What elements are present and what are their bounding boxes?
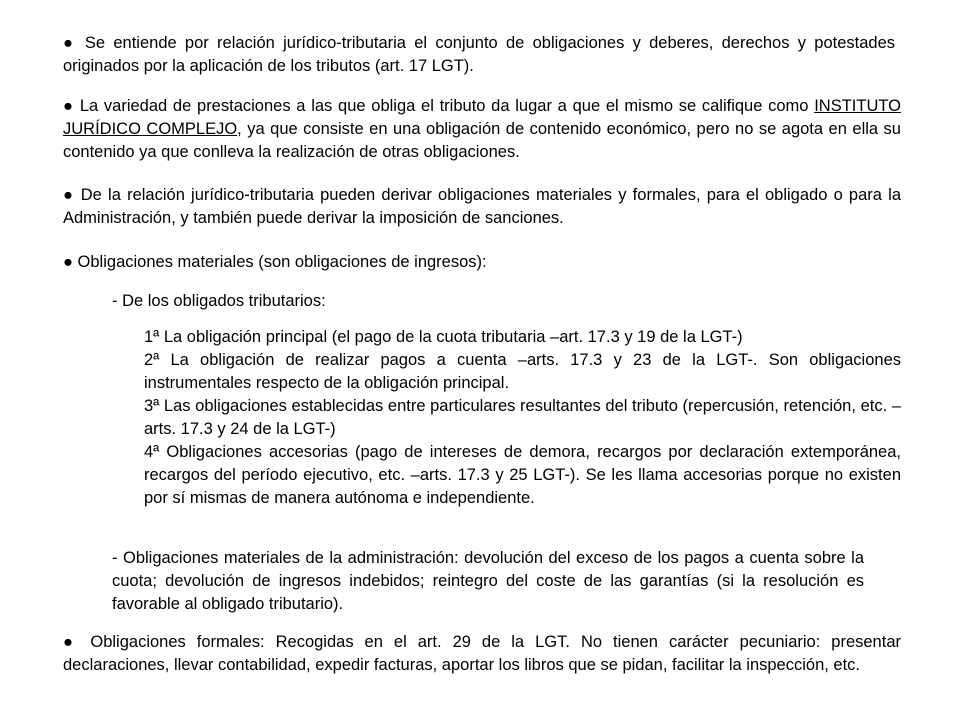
underlined-term: INSTITUTO JURÍDICO COMPLEJO <box>63 97 901 138</box>
paragraph-obligaciones-administracion: - Obligaciones materiales de la administración: devolución del exceso de los pagos a cuenta sobre la cuota; devolución de ingresos indebidos; reintegro del coste de las garantías (si la resolución es favorable al obligado tributario). <box>112 549 864 613</box>
list-item: 2ª La obligación de realizar pagos a cuenta –arts. 17.3 y 23 de la LGT-. Son obligaciones instrumentales respecto de la obligación principal. <box>144 351 901 392</box>
paragraph-derivar-obligaciones: ● De la relación jurídico-tributaria pueden derivar obligaciones materiales y formales, para el obligado o para la Administración, y también puede derivar la imposición de sanciones. <box>63 186 901 227</box>
list-item: 4ª Obligaciones accesorias (pago de intereses de demora, recargos por declaración extemporánea, recargos del período ejecutivo, etc. –arts. 17.3 y 25 LGT-). Se les llama accesorias porque no existen por sí mismas de manera autónoma e independiente. <box>144 443 901 507</box>
paragraph-text-before: ● La variedad de prestaciones a las que obliga el tributo da lugar a que el mismo se califique como <box>63 97 815 115</box>
heading-obligaciones-materiales: ● Obligaciones materiales (son obligaciones de ingresos): <box>63 253 487 271</box>
list-item: 1ª La obligación principal (el pago de la cuota tributaria –art. 17.3 y 19 de la LGT-) <box>144 328 743 346</box>
paragraph-relacion-juridico-tributaria: ● Se entiende por relación jurídico-tributaria el conjunto de obligaciones y deberes, derechos y potestades originados por la aplicación de los tributos (art. 17 LGT). <box>63 34 895 75</box>
list-item: 3ª Las obligaciones establecidas entre particulares resultantes del tributo (repercusión, retención, etc. –arts. 17.3 y 24 de la LGT-) <box>144 397 901 438</box>
paragraph-obligaciones-formales: ● Obligaciones formales: Recogidas en el art. 29 de la LGT. No tienen carácter pecuniario: presentar declaraciones, llevar contabilidad, expedir facturas, aportar los libros que se pidan, facilitar la inspección, etc. <box>63 633 901 674</box>
paragraph-instituto-juridico-complejo <box>63 95 901 164</box>
subheading-obligados-tributarios: - De los obligados tributarios: <box>112 292 326 310</box>
obligations-list <box>144 326 901 510</box>
paragraph-text-after: , ya que consiste en una obligación de contenido económico, pero no se agota en ella su contenido ya que conlleva la realización de otras obligaciones. <box>63 120 901 161</box>
